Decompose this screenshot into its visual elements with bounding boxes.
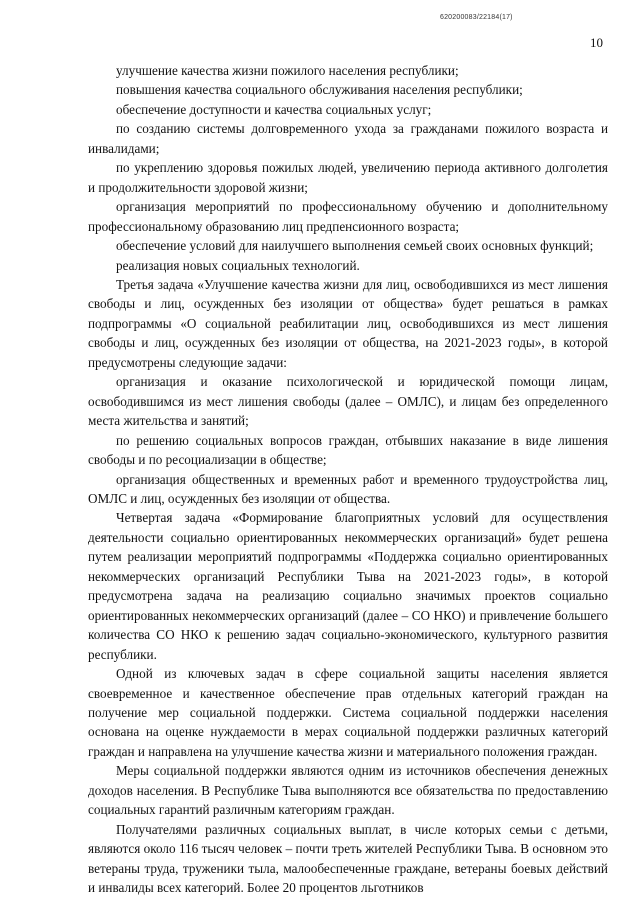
- paragraph: Получателями различных социальных выплат, в числе которых семьи с детьми, являются около 116 тысяч человек – почти треть жителей Республики Тыва. В основном это ветераны труда, труженики тыла, малообеспеченные граждане, ветераны боевых действий и инвалиды всех категорий. Более 20 процентов льготников: [88, 821, 608, 896]
- paragraph: по решению социальных вопросов граждан, отбывших наказание в виде лишения свободы и по ресоциализации в обществе;: [88, 432, 608, 468]
- paragraph: организация мероприятий по профессиональному обучению и дополнительному профессиональному образованию лиц предпенсионного возраста;: [88, 199, 608, 234]
- paragraph: улучшение качества жизни пожилого населения республики;: [116, 63, 459, 78]
- paragraph: Одной из ключевых задач в сфере социальной защиты населения является своевременное и качественное обеспечение прав отдельных категорий граждан на получение мер социальной поддержки. Система социальной поддержки населения основана на оценке нуждаемости в мерах социальной поддержки различных категорий граждан и направлена на улучшение качества жизни и материального положения граждан.: [88, 666, 608, 759]
- paragraph: обеспечение доступности и качества социальных услуг;: [116, 101, 432, 117]
- paragraph: организация и оказание психологической и юридической помощи лицам, освободившимся из мест лишения свободы (далее – ОМЛС), и лицам без определенного места жительства и занятий;: [88, 374, 608, 429]
- paragraph: Четвертая задача «Формирование благоприятных условий для осуществления деятельности социально ориентированных некоммерческих организаций» будет решена путем реализации мероприятий подпрограммы «Поддержка социально ориентированных некоммерческих организаций Республики Тыва на 2021-2023 годы», в которой предусмотрена задача на реализацию социально значимых проектов социально ориентированных некоммерческих организаций (далее – СО НКО) и привлечение большего количества СО НКО к решению задач социально-экономического, культурного развития республики.: [88, 510, 608, 662]
- paragraph: обеспечение условий для наилучшего выполнения семьей своих основных функций;: [116, 238, 594, 254]
- document-code: 620200083/22184(17): [440, 14, 513, 21]
- paragraph: повышения качества социального обслуживания населения республики;: [116, 82, 523, 98]
- paragraph: Третья задача «Улучшение качества жизни для лиц, освободившихся из мест лишения свободы и лиц, осужденных без изоляции от общества» будет решаться в рамках подпрограммы «О социальной реабилитации лиц, освободившихся из мест лишения свободы и лиц, осужденных без изоляции от общества, на 2021-2023 годы», в которой предусмотрены следующие задачи:: [88, 276, 608, 370]
- document-body: [88, 61, 608, 897]
- paragraph: по укреплению здоровья пожилых людей, увеличению периода активного долголетия и продолжительности здоровой жизни;: [88, 160, 608, 195]
- paragraph: организация общественных и временных работ и временного трудоустройства лиц, ОМЛС и лиц, осужденных без изоляции от общества.: [88, 471, 608, 506]
- paragraph: Меры социальной поддержки являются одним из источников обеспечения денежных доходов населения. В Республике Тыва выполняются все обязательства по предоставлению социальных гарантий различным категориям граждан.: [88, 763, 608, 818]
- page-number: 10: [590, 35, 603, 50]
- paragraph: реализация новых социальных технологий.: [116, 257, 360, 273]
- paragraph: по созданию системы долговременного ухода за гражданами пожилого возраста и инвалидами;: [88, 121, 608, 156]
